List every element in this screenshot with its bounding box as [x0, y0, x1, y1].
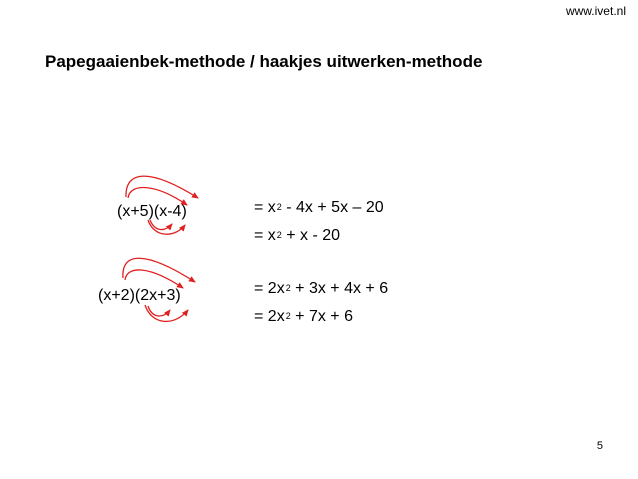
eq-exponent: 2: [276, 230, 282, 240]
eq-post: + 7x + 6: [290, 308, 353, 325]
site-url: www.ivet.nl: [565, 4, 626, 18]
eq-exponent: 2: [285, 283, 291, 293]
arrow-inner-2b: [148, 306, 170, 316]
equation-2-line-2: [254, 308, 353, 326]
eq-exponent: 2: [285, 311, 291, 321]
arrow-outer-2b: [125, 270, 183, 288]
eq-post: + 3x + 4x + 6: [290, 280, 389, 297]
eq-exponent: 2: [276, 202, 282, 212]
eq-pre: = x: [254, 199, 276, 216]
eq-post: - 4x + 5x – 20: [281, 199, 384, 216]
page-number: 5: [596, 440, 603, 452]
equation-2-line-1: [254, 280, 388, 298]
slide-title: Papegaaienbek-methode / haakjes uitwerken-methode: [45, 52, 483, 71]
eq-pre: = 2x: [254, 308, 285, 325]
equation-1-line-1: [254, 199, 384, 217]
expression-2: (x+2)(2x+3): [98, 287, 181, 304]
equation-1-line-2: [254, 227, 340, 245]
eq-pre: = x: [254, 227, 276, 244]
eq-post: + x - 20: [281, 227, 341, 244]
expression-1: (x+5)(x-4): [117, 203, 187, 220]
arrow-outer-1a: [126, 176, 198, 198]
arrow-inner-1a: [148, 220, 185, 234]
eq-pre: = 2x: [254, 280, 285, 297]
